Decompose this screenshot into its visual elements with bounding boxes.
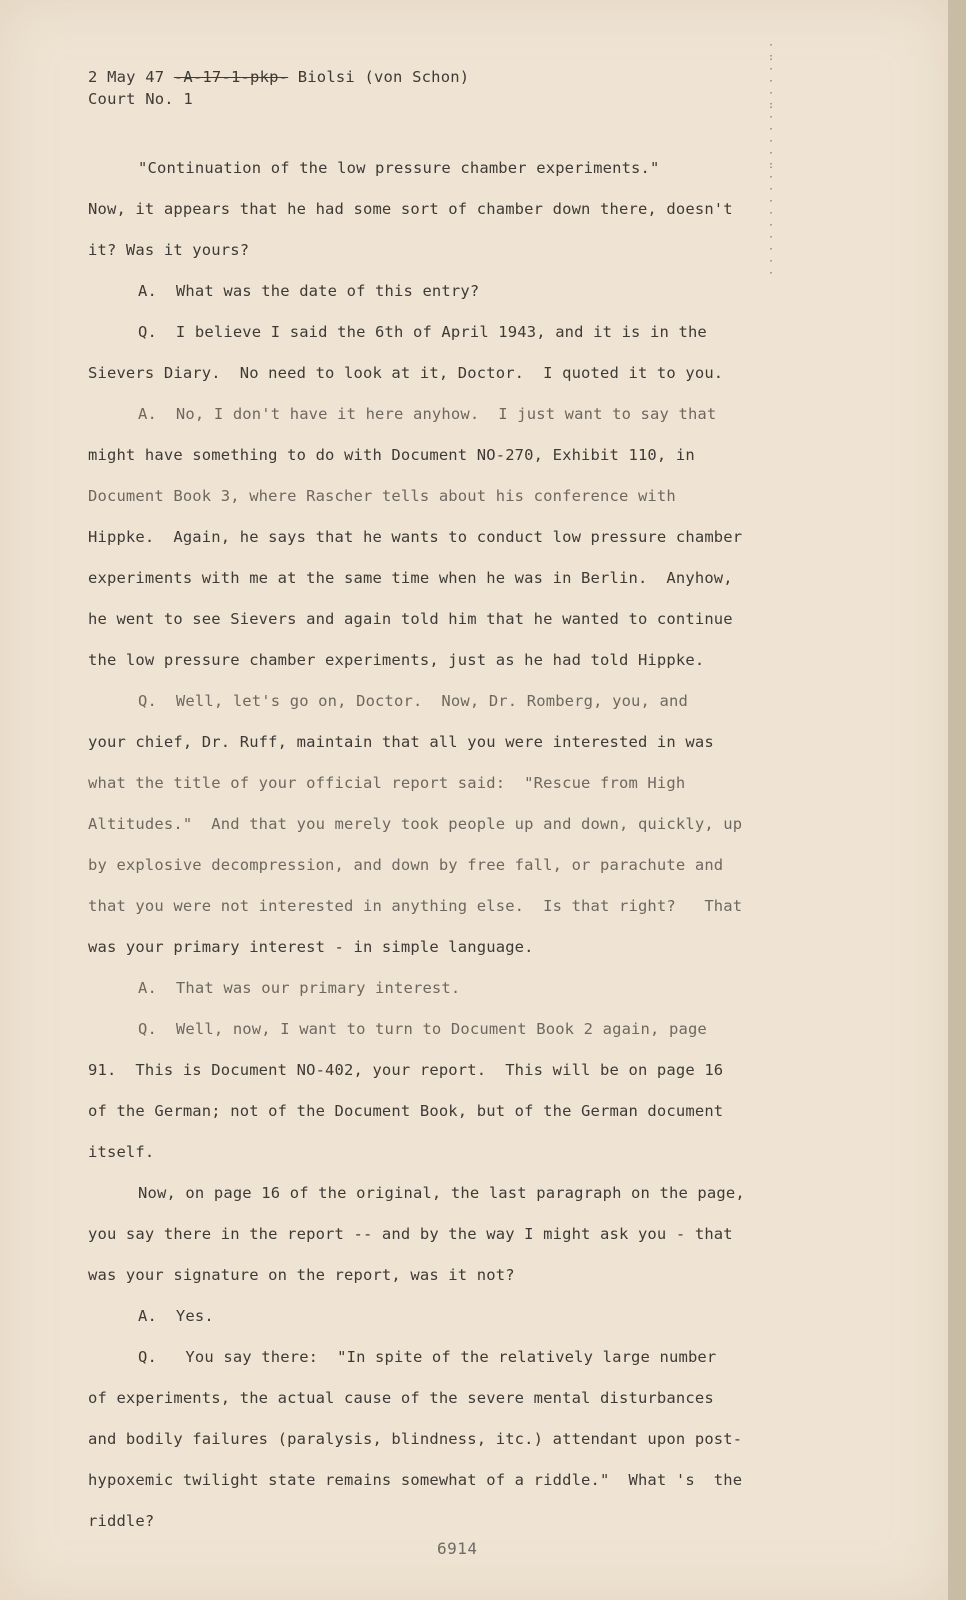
- transcript-line: the low pressure chamber experiments, just as he had told Hippke.: [88, 651, 705, 669]
- transcript-line: Altitudes." And that you merely took people up and down, quickly, up: [88, 815, 743, 833]
- transcript-line: Q. Well, let's go on, Doctor. Now, Dr. Romberg, you, and: [138, 692, 688, 710]
- transcript-line: Q. You say there: "In spite of the relatively large number: [138, 1348, 717, 1366]
- header-date: 2 May 47: [88, 68, 174, 86]
- transcript-line: 91. This is Document NO-402, your report. This will be on page 16: [88, 1061, 724, 1079]
- transcript-line: Sievers Diary. No need to look at it, Doctor. I quoted it to you.: [88, 364, 724, 382]
- transcript-line: itself.: [88, 1143, 155, 1161]
- transcript-line: that you were not interested in anything else. Is that right? That: [88, 897, 743, 915]
- transcript-line: Q. I believe I said the 6th of April 1943, and it is in the: [138, 323, 707, 341]
- header-reference-code: -A-17-1-pkp-: [173, 68, 289, 86]
- transcript-line: Q. Well, now, I want to turn to Document Book 2 again, page: [138, 1020, 707, 1038]
- transcript-line: it? Was it yours?: [88, 241, 250, 259]
- transcript-line: you say there in the report -- and by the way I might ask you - that: [88, 1225, 733, 1243]
- transcript-line: your chief, Dr. Ruff, maintain that all you were interested in was: [88, 733, 714, 751]
- transcript-line: Now, on page 16 of the original, the last paragraph on the page,: [138, 1184, 745, 1202]
- transcript-body: [88, 148, 798, 1542]
- transcript-line: A. That was our primary interest.: [138, 979, 461, 997]
- transcript-line: A. No, I don't have it here anyhow. I just want to say that: [138, 405, 717, 423]
- transcript-line: what the title of your official report said: "Rescue from High: [88, 774, 686, 792]
- document-header: [88, 66, 469, 110]
- transcript-line: of experiments, the actual cause of the severe mental disturbances: [88, 1389, 714, 1407]
- transcript-line: of the German; not of the Document Book, but of the German document: [88, 1102, 724, 1120]
- header-line-1: [88, 66, 469, 88]
- transcript-line: A. Yes.: [138, 1307, 214, 1325]
- transcript-line: riddle?: [88, 1512, 155, 1530]
- transcript-line: Hippke. Again, he says that he wants to conduct low pressure chamber: [88, 528, 743, 546]
- transcript-line: A. What was the date of this entry?: [138, 282, 480, 300]
- transcript-line: he went to see Sievers and again told him that he wanted to continue: [88, 610, 733, 628]
- page-number: 6914: [437, 1539, 478, 1558]
- transcript-line: Document Book 3, where Rascher tells about his conference with: [88, 487, 676, 505]
- transcript-line: and bodily failures (paralysis, blindness, itc.) attendant upon post-: [88, 1430, 743, 1448]
- transcript-line: was your signature on the report, was it not?: [88, 1266, 515, 1284]
- transcript-line: experiments with me at the same time when he was in Berlin. Anyhow,: [88, 569, 733, 587]
- header-court: Court No. 1: [88, 90, 193, 108]
- transcript-line: "Continuation of the low pressure chamber experiments.": [138, 159, 660, 177]
- transcript-line: might have something to do with Document NO-270, Exhibit 110, in: [88, 446, 695, 464]
- margin-marks: · : · · · : · · · · : · · · · · · · · ·: [768, 40, 775, 279]
- transcript-line: Now, it appears that he had some sort of chamber down there, doesn't: [88, 200, 733, 218]
- transcript-line: hypoxemic twilight state remains somewhat of a riddle." What 's the: [88, 1471, 743, 1489]
- page-edge: [948, 0, 966, 1600]
- header-reporters: Biolsi (von Schon): [288, 68, 470, 86]
- transcript-line: by explosive decompression, and down by free fall, or parachute and: [88, 856, 724, 874]
- transcript-line: was your primary interest - in simple language.: [88, 938, 534, 956]
